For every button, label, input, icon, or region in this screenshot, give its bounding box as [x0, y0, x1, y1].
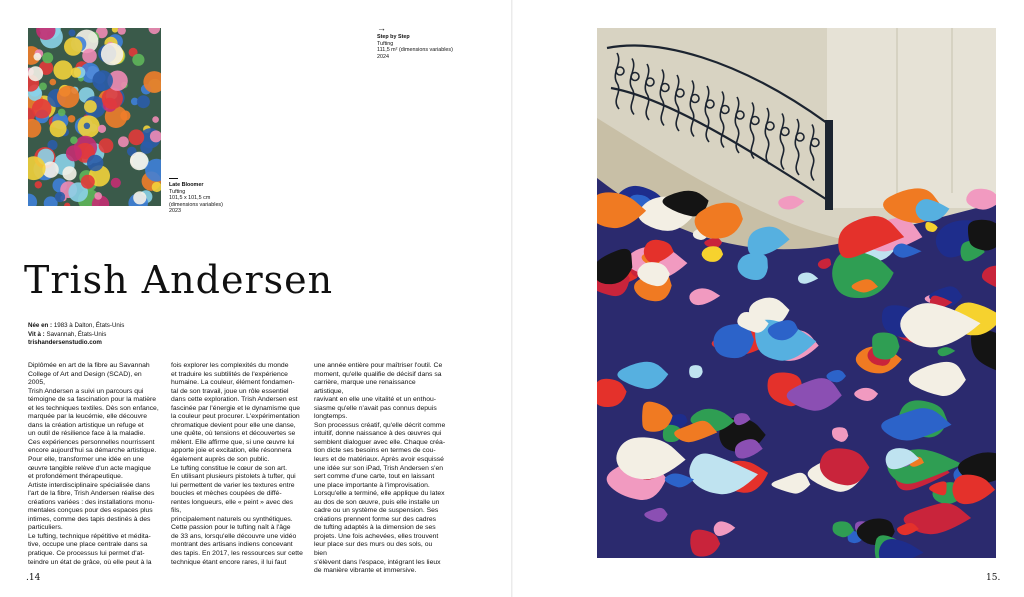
artwork-title: Late Bloomer: [169, 182, 204, 188]
body-column-2: fois explorer les complexités du monde et traduire les subtilités de l'expérience humaine. La couleur, élément fondamen- tal de son travail, joue un rôle essentiel dans cette exploration. Trish Andersen est fascinée par l'énergie et le dynamisme que la couleur peut procurer. L'expérimentation chromatique devient pour elle une danse, une quête, où tensions et découvertes se mêlent. Elle affirme que, si une œuvre lui apporte joie et excitation, elle résonnera également auprès de son public. Le tufting constitue le cœur de son art. En utilisant plusieurs pistolets à tufter, qui lui permettent de varier les textures entre boucles et mèches coupées de diffé- rentes longueurs, elle « peint » avec des fils, principalement naturels ou synthétiques. Cette passion pour le tufting naît à l'âge de 33 ans, lorsqu'elle découvre une vidéo montrant des artisans indiens concevant des tapis. En 2017, les ressources sur cette technique étant encore rares, il lui faut: [171, 362, 303, 566]
artwork-year: 2023: [169, 208, 181, 215]
page-number-left: .14: [26, 573, 41, 583]
lives-value: Savannah, États-Unis: [46, 330, 107, 338]
caption-rule: [169, 178, 178, 179]
artwork-thumbnail-late-bloomer: [28, 28, 161, 206]
page-number-right: 15.: [986, 573, 1001, 583]
lives-label: Vit à :: [28, 330, 45, 338]
born-value: 1983 à Dalton, États-Unis: [53, 322, 125, 329]
body-column-3: une année entière pour maîtriser l'outil. Ce moment, qu'elle qualifie de décisif dans sa carrière, marque une renaissance artistique, ravivant en elle une vitalité et un enthou- siasme qu'elle n'avait pas connus depuis longtemps. Son processus créatif, qu'elle décrit comme intuitif, donne naissance à des œuvres qui semblent dialoguer avec elle. Chaque créa- tion dicte ses besoins en termes de cou- leurs et de matériaux. Après avoir esquissé une idée sur son iPad, Trish Andersen s'en sert comme d'une carte, tout en laissant une place importante à l'improvisation. Lorsqu'elle a terminé, elle applique du latex au dos de son œuvre, puis elle installe un cadre ou un système de suspension. Ses créations prennent forme sur des cadres de tufting adaptés à la dimension de ses projets. Une fois achevées, elles trouvent leur place sur des murs ou des sols, ou bien s'élèvent dans l'espace, intégrant les lieux de manière vibrante et immersive.: [314, 362, 446, 575]
artwork-title: Step by Step: [377, 34, 410, 40]
artwork-technique: Tufting: [377, 40, 394, 47]
artist-info: [28, 322, 124, 348]
artwork-dimensions: 111,5 m² (dimensions variables): [377, 47, 453, 54]
artist-website-link[interactable]: trishandersenstudio.com: [28, 339, 102, 347]
born-label: Née en :: [28, 322, 53, 329]
arrow-right-icon: →: [377, 23, 386, 33]
artwork-year: 2024: [377, 53, 389, 60]
artwork-technique: Tufting: [169, 188, 186, 195]
artwork-dimensions: 101,5 x 101,5 cm (dimensions variables): [169, 195, 223, 208]
installation-photo-step-by-step: [597, 28, 996, 558]
body-column-1: Diplômée en art de la fibre au Savannah College of Art and Design (SCAD), en 2005, Trish Andersen a suivi un parcours qui témoigne de sa fascination pour la matière et les techniques textiles. Dès son enfance, marquée par la leucémie, elle découvre dans la création artistique un refuge et un outil de résilience face à la maladie. Ces expériences personnelles nourrissent encore aujourd'hui sa démarche artistique. Pour elle, transformer une idée en une œuvre tangible relève d'un acte magique et profondément thérapeutique. Artiste interdisciplinaire spécialisée dans l'art de la fibre, Trish Andersen réalise des créations variées : des installations monu- mentales conçues pour des espaces plus intimes, comme des tapis destinés à des particuliers. Le tufting, technique répétitive et médita- tive, occupe une place centrale dans sa pratique. Ce processus lui permet d'at- teindre un état de grâce, où elle peut à la: [28, 362, 159, 566]
artwork-caption-step-by-step: [377, 34, 453, 60]
artist-name-heading: Trish Andersen: [24, 258, 334, 302]
spine-fold: [511, 0, 513, 597]
artwork-caption-late-bloomer: [169, 178, 231, 215]
